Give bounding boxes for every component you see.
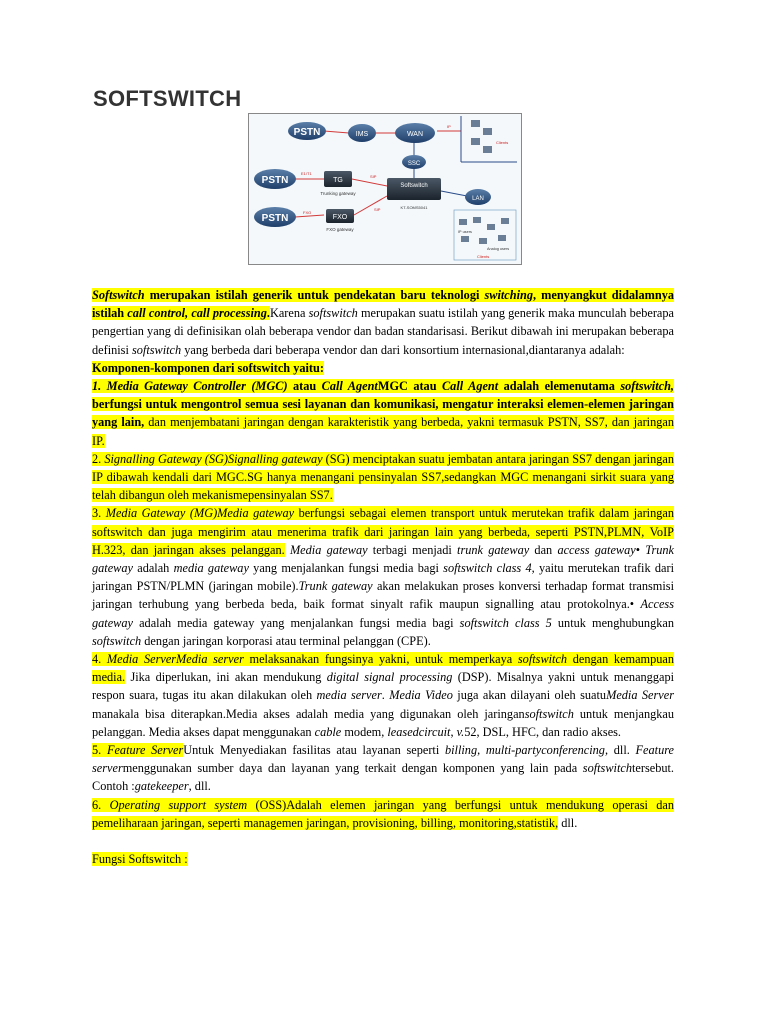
components-heading: Komponen-komponen dari softswitch yaitu: [92,360,324,375]
softswitch-device [387,178,441,200]
document-body [92,286,674,868]
pstn-label-top: PSTN [293,127,321,138]
sip-label-1: SIP [370,174,377,179]
softswitch-label: Softswitch [400,183,428,189]
sip-label-2: SIP [374,207,381,212]
softswitch-model-label: KT-SOMS5041 [400,205,428,210]
functions-heading: Fungsi Softswitch : [92,852,188,867]
clients-label-top: Clients [496,140,509,145]
component-item-6: 6. Operating support system (OSS)Adalah elemen jaringan yang berfungsi untuk mendukung operasi dan pemeliharaan jaringan, seperti managemen jaringan, provisioning, billing, monitoring,statistik, dll. [92,797,675,830]
analog-users-label: Analog users [487,247,510,251]
tg-label: TG [333,177,343,184]
fxo-gateway-label: FXO gateway [326,227,354,232]
intro-paragraph: Softswitch merupakan istilah generik untuk pendekatan baru teknologi switching, menyangkut didalamnya istilah call control, call processing.Karena softswitch merupakan suatu istilah yang generik maka munculah beberapa pengertian yang di definisikan olah beberapa vendor dan badan standarisasi. Berikut dibawah ini merupakan beberapa definisi softswitch yang berbeda dari beberapa vendor dan dari konsortium internasional,diantaranya adalah: [92,288,674,357]
lan-label: LAN [472,196,484,202]
softswitch-network-diagram [248,113,522,265]
paragraph-spacer [92,832,674,850]
component-item-3: 3. Media Gateway (MG)Media gateway berfungsi sebagai elemen transport untuk merutekan trafik dalam jaringan softswitch dan juga mengirim atau menerima trafik dari jaringan lain yang berbeda, seperti PSTN,PLMN, VoIP H.323, dan jaringan akses pelanggan. Media gateway terbagi menjadi trunk gateway dan access gateway• Trunk gateway adalah media gateway yang menjalankan fungsi media bagi softswitch class 4, yaitu merutekan trafik dari jaringan PSTN/PLMN (jaringan mobile).Trunk gateway akan melakukan proses konversi terhadap format transmisi jaringan terhubung yang berbeda beda, baik format sinyalt rafik maupun signalling atau protokolnya.• Access gateway adalah media gateway yang menjalankan fungsi media bagi softswitch class 5 untuk menghubungkan softswitch dengan jaringan korporasi atau terminal pelanggan (CPE). [92,506,674,648]
trunking-gateway-label: Trunking gateway [320,191,356,196]
pstn-label-bottom: PSTN [261,213,289,224]
component-item-4: 4. Media ServerMedia server melaksanakan fungsinya yakni, untuk memperkaya softswitch dengan kemampuan media. Jika diperlukan, ini akan mendukung digital signal processing (DSP). Misalnya yakni untuk menanggapi respon suara, tugas itu akan dilakukan oleh media server. Media Video juga akan dilayani oleh suatuMedia Server manakala bisa diterapkan.Media akses adalah media yang digunakan oleh jaringansoftswitch untuk menjangkau pelanggan. Media akses dapat menggunakan cable modem, leasedcircuit, v.52, DSL, HFC, dan radio akses. [92,652,675,739]
ip-users-label: IP users [458,230,472,234]
wan-label: WAN [406,131,424,138]
pstn-label-middle: PSTN [261,175,289,186]
ims-label: IMS [355,131,369,138]
clients-label-bottom: Clients [477,254,490,259]
document-title: SOFTSWITCH [93,86,242,111]
component-item-5: 5. Feature ServerUntuk Menyediakan fasilitas atau layanan seperti billing, multi-partyconferencing, dll. Feature servermenggunakan sumber daya dan layanan yang terkait dengan komponen yang lain pada softswitchtersebut. Contoh :gatekeeper, dll. [92,743,675,794]
fxo-label: FXO [332,214,348,221]
e1t1-label: E1/T1 [301,171,312,176]
ip-link-label: IP [447,124,451,129]
component-item-1: 1. Media Gateway Controller (MGC) atau Call AgentMGC atau Call Agent adalah elemenutama softswitch, berfungsi untuk mengontrol semua sesi layanan dan komunikasi, mengatur interaksi elemen-elemen jaringan yang lain, dan menjembatani jaringan dengan karakteristik yang berbeda, yakni termasuk PSTN, SS7, dan jaringan IP. [92,379,674,448]
fxo-link-label: FXO [303,210,312,215]
component-item-2: 2. Signalling Gateway (SG)Signalling gateway (SG) menciptakan suatu jembatan antara jaringan SS7 dengan jaringan IP dibawah kendali dari MGC.SG hanya menangani pensinyalan SS7,sedangkan MGC menangani sirkit suara yang telah dibangun oleh mekanismepensinyalan SS7. [92,451,675,503]
ssc-label: SSC [407,161,421,167]
